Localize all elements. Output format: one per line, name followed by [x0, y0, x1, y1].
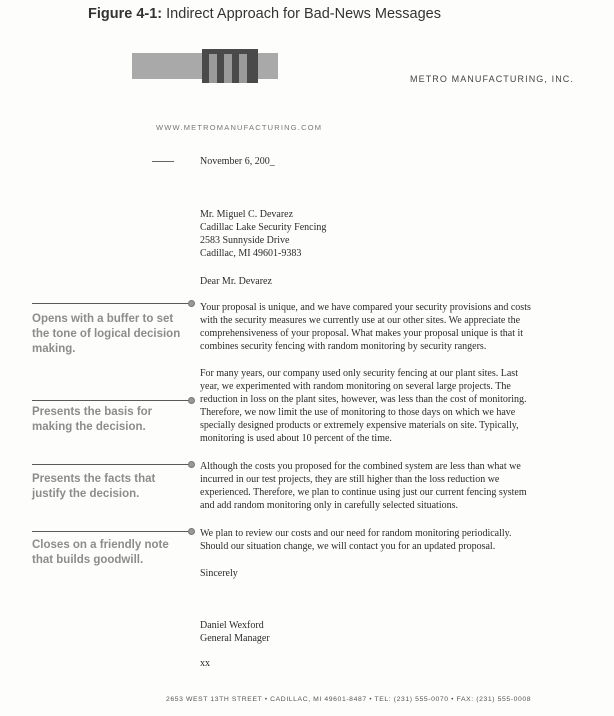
annotation-leader-line [32, 303, 189, 304]
paragraph-facts [200, 461, 527, 513]
figure-heading [88, 6, 441, 22]
paragraph-line: Although the costs you proposed for the combined system are less than what we [200, 461, 521, 472]
figure-label: Figure 4-1: [88, 6, 163, 22]
recipient-address [200, 209, 326, 261]
paragraph-line: reduction in loss on the plant sites, however, was less than the cost of monitoring. [200, 393, 527, 405]
annotation-buffer [32, 312, 180, 357]
company-website: WWW.METROMANUFACTURING.COM [156, 123, 323, 132]
paragraph-line: experienced. Therefore, we plan to continue using just our current fencing system [200, 486, 527, 498]
annotation-leader-line [32, 531, 189, 532]
paragraph-line: specially designed products or extremely expensive materials on site. Typically, [200, 419, 519, 431]
annotation-line: that builds goodwill. [32, 554, 144, 566]
signature-block [200, 620, 270, 646]
paragraph-line: combines security fencing with random monitoring by security rangers. [200, 340, 487, 352]
typist-initials: xx [200, 658, 210, 669]
recipient-line: Cadillac, MI 49601-9383 [200, 247, 302, 259]
annotation-line: the tone of logical decision [32, 328, 181, 340]
annotation-line: Presents the basis for [32, 406, 153, 418]
company-name: METRO MANUFACTURING, INC. [410, 74, 574, 84]
paragraph-line: year, we experimented with random monitoring on several large projects. The [200, 380, 511, 392]
annotation-bullet-icon [188, 397, 195, 404]
annotation-bullet-icon [188, 461, 195, 468]
annotation-bullet-icon [188, 528, 195, 535]
letterhead-footer: 2653 WEST 13TH STREET • CADILLAC, MI 49601-8487 • TEL: (231) 555-0070 • FAX: (231) 555-0008 [166, 696, 532, 703]
paragraph-line: comprehensiveness of your proposal. What makes your proposal unique is that it [200, 327, 524, 339]
annotation-leader-line [32, 400, 189, 401]
letter-date: November 6, 200_ [200, 156, 275, 167]
annotation-line: Closes on a friendly note [32, 539, 169, 551]
paragraph-line: Should our situation change, we will contact you for an updated proposal. [200, 540, 496, 552]
salutation: Dear Mr. Devarez [200, 276, 272, 287]
paragraph-line: For many years, our company used only security fencing at our plant sites. Last [200, 368, 518, 379]
paragraph-buffer [200, 302, 531, 354]
recipient-line: 2583 Sunnyside Drive [200, 234, 290, 246]
complimentary-close: Sincerely [200, 568, 238, 579]
paragraph-close [200, 528, 512, 554]
signer-title: General Manager [200, 632, 270, 644]
annotation-line: Opens with a buffer to set [32, 313, 174, 325]
company-logo-icon [132, 49, 278, 83]
date-rule [152, 161, 174, 162]
paragraph-line: Therefore, we now limit the use of monitoring to those days on which we have [200, 406, 516, 418]
figure-title: Indirect Approach for Bad-News Messages [166, 6, 441, 22]
paragraph-line: and add random monitoring only in carefully selected situations. [200, 499, 458, 511]
annotation-bullet-icon [188, 300, 195, 307]
annotation-line: justify the decision. [32, 488, 140, 500]
paragraph-line: with the security measures we currently use at our other sites. We appreciate the [200, 314, 521, 326]
annotation-close [32, 538, 169, 568]
annotation-line: making. [32, 343, 76, 355]
annotation-line: Presents the facts that [32, 473, 156, 485]
paragraph-line: incurred in our test projects, they are still higher than the loss reduction we [200, 473, 500, 485]
paragraph-line: We plan to review our costs and our need for random monitoring periodically. [200, 528, 512, 539]
paragraph-line: Your proposal is unique, and we have compared your security provisions and costs [200, 302, 531, 313]
paragraph-basis [200, 368, 527, 445]
annotation-line: making the decision. [32, 421, 146, 433]
annotation-leader-line [32, 464, 189, 465]
signer-name: Daniel Wexford [200, 620, 264, 631]
recipient-line: Mr. Miguel C. Devarez [200, 209, 294, 220]
recipient-line: Cadillac Lake Security Fencing [200, 221, 327, 233]
annotation-basis [32, 405, 152, 435]
annotation-facts [32, 472, 155, 502]
paragraph-line: monitoring is used about 10 percent of the time. [200, 432, 392, 444]
